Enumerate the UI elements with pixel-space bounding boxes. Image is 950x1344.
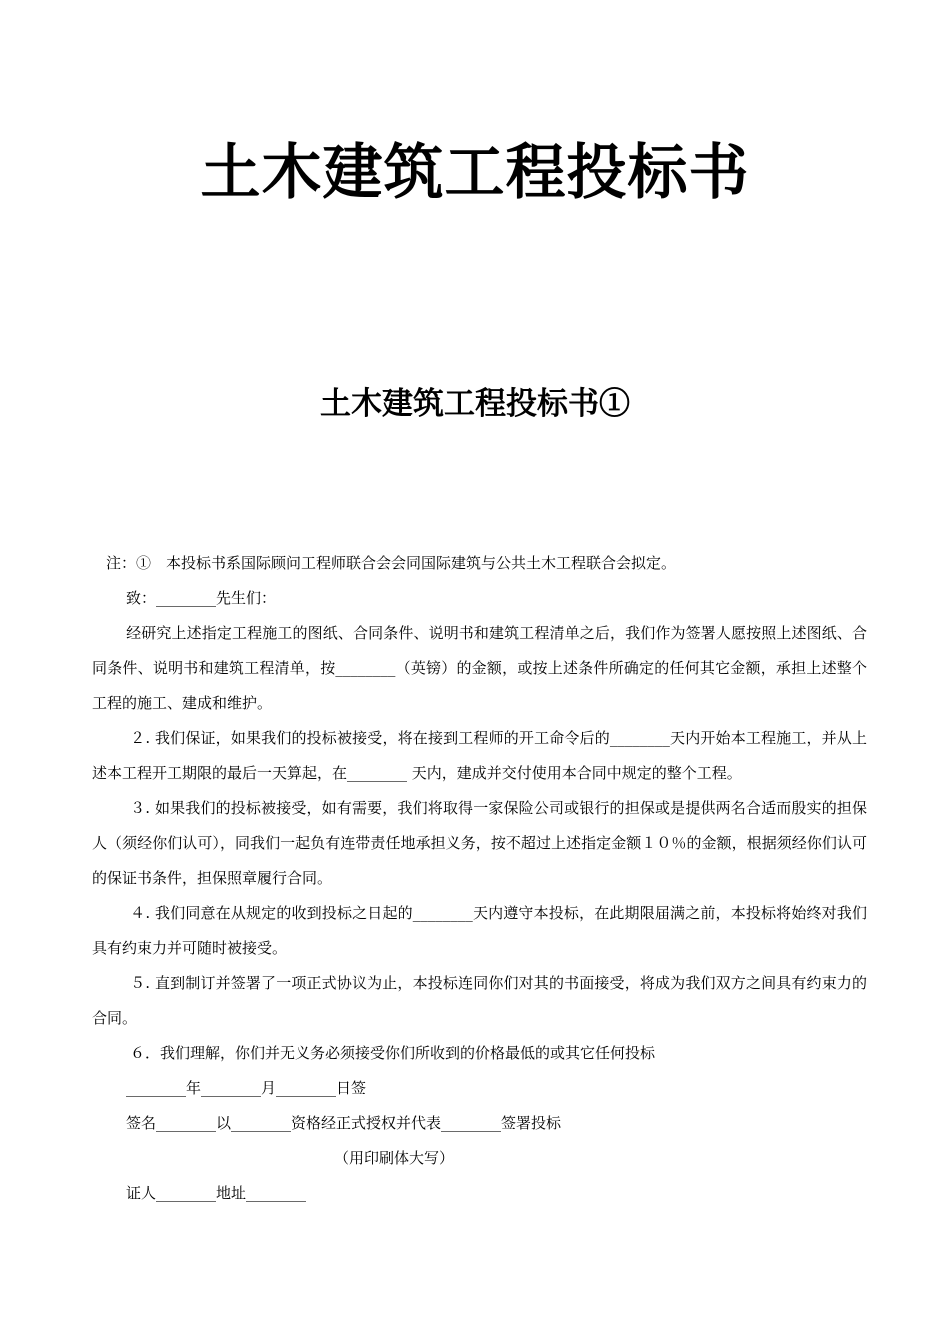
witness-line: 证人________地址________	[126, 1184, 307, 1202]
paragraph-4	[92, 896, 867, 966]
signature-line: 签名________以________资格经正式授权并代表________签署投标	[126, 1114, 562, 1132]
footnote: 注：① 本投标书系国际顾问工程师联合会会同国际建筑与公共土木工程联合会拟定。	[106, 554, 677, 572]
paragraph-2	[92, 721, 867, 791]
main-title: 土木建筑工程投标书	[200, 138, 750, 208]
paragraph-3	[92, 791, 867, 896]
paragraph-2-text: ２. 我们保证，如果我们的投标被接受，将在接到工程师的开工命令后的________天内开始本工程施工，并从上述本工程开工期限的最后一天算起，在________ 天内，建成并交付使用本合同中规定的整个工程。	[92, 729, 867, 782]
sub-title: 土木建筑工程投标书①	[320, 386, 630, 422]
paragraph-6: ６．我们理解，你们并无义务必须接受你们所收到的价格最低的或其它任何投标	[130, 1044, 656, 1062]
paragraph-4-text: ４. 我们同意在从规定的收到投标之日起的________天内遵守本投标，在此期限届满之前，本投标将始终对我们具有约束力并可随时被接受。	[92, 904, 867, 957]
print-note: （用印刷体大写）	[334, 1149, 455, 1167]
paragraph-1-text: 经研究上述指定工程施工的图纸、合同条件、说明书和建筑工程清单之后，我们作为签署人愿按照上述图纸、合同条件、说明书和建筑工程清单，按________（英镑）的金额，或按上述条件所确定的任何其它金额，承担上述整个工程的施工、建成和维护。	[92, 624, 867, 712]
addressee-line: 致：________先生们：	[126, 589, 277, 607]
document-body	[92, 546, 867, 1211]
paragraph-5	[92, 966, 867, 1036]
paragraph-3-text: ３. 如果我们的投标被接受，如有需要，我们将取得一家保险公司或银行的担保或是提供两名合适而殷实的担保人（须经你们认可），同我们一起负有连带责任地承担义务，按不超过上述指定金额１０％的金额，根据须经你们认可的保证书条件，担保照章履行合同。	[92, 799, 867, 887]
paragraph-1	[92, 616, 867, 721]
date-line: ________年________月________日签	[126, 1079, 367, 1097]
paragraph-5-text: ５. 直到制订并签署了一项正式协议为止，本投标连同你们对其的书面接受，将成为我们双方之间具有约束力的合同。	[92, 974, 867, 1027]
